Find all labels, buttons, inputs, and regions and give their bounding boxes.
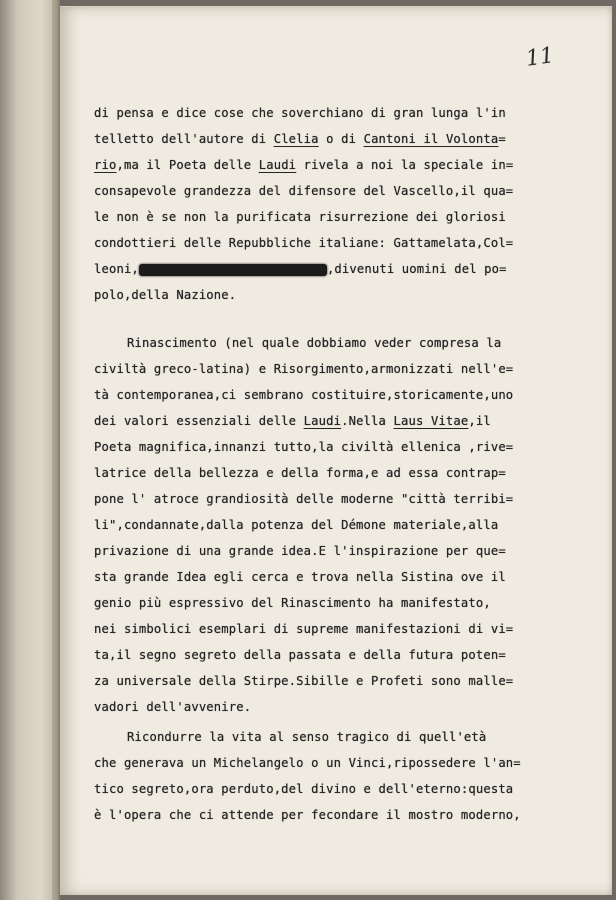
text-line [94,282,564,308]
text-line [94,230,564,256]
paragraph-gap [94,308,564,330]
text-span: pone l' atroce grandiosità delle moderne "città terribi= [94,492,514,506]
text-span: = [498,132,506,146]
text-span: ,ma il Poeta delle [116,158,259,172]
underlined-title: Clelia [273,132,319,146]
underlined-title: rio [94,158,117,172]
page-stack-edge [52,0,58,900]
text-line [94,694,564,720]
text-line [94,724,564,750]
text-span: rivela a noi la speciale in= [296,158,514,172]
text-line [94,100,564,126]
text-span: Poeta magnifica,innanzi tutto,la civiltà ellenica ,rive= [94,440,514,454]
text-line [94,616,564,642]
text-span: Rinascimento (nel quale dobbiamo veder compresa la [127,336,502,350]
text-span: privazione di una grande idea.E l'inspirazione per que= [94,544,506,558]
text-span: che generava un Michelangelo o un Vinci,ripossedere l'an= [94,756,521,770]
text-line [94,408,564,434]
text-span: di pensa e dice cose che soverchiano di gran lunga l'in [94,106,506,120]
text-line [94,126,564,152]
text-span: tà contemporanea,ci sembrano costituire,storicamente,uno [94,388,514,402]
book-spine [0,0,60,900]
text-line [94,382,564,408]
text-span: telletto dell'autore di [94,132,274,146]
text-line [94,642,564,668]
text-span: za universale della Stirpe.Sibille e Profeti sono malle= [94,674,514,688]
text-span: le non è se non la purificata risurrezione dei gloriosi [94,210,506,224]
text-line [94,460,564,486]
text-line [94,356,564,382]
text-span: è l'opera che ci attende per fecondare il mostro moderno, [94,808,521,822]
text-span: consapevole grandezza del difensore del Vascello,il qua= [94,184,514,198]
text-span: ,il [468,414,491,428]
text-span: tico segreto,ora perduto,del divino e dell'eterno:questa [94,782,514,796]
text-span: li",condannate,dalla potenza del Démone materiale,alla [94,518,499,532]
text-line [94,590,564,616]
text-line [94,564,564,590]
underlined-title: Laus Vitae [393,414,469,428]
text-span: ta,il segno segreto della passata e della futura poten= [94,648,506,662]
paragraph [94,724,564,828]
text-line [94,434,564,460]
text-line [94,486,564,512]
text-span: leoni, [94,262,139,276]
text-line [94,668,564,694]
text-span: Ricondurre la vita al senso tragico di quell'età [127,730,487,744]
text-line [94,152,564,178]
text-span: ,divenuti uomini del po= [326,262,507,276]
paragraph [94,100,564,308]
underlined-title: Laudi [303,414,342,428]
text-span: dei valori essenziali delle [94,414,304,428]
text-line [94,330,564,356]
text-span: latrice della bellezza e della forma,e ad essa contrap= [94,466,506,480]
text-line [94,750,564,776]
text-line [94,776,564,802]
text-span: vadori dell'avvenire. [94,700,252,714]
text-line [94,256,564,282]
underlined-title: Cantoni il Volonta [363,132,499,146]
text-span: civiltà greco-latina) e Risorgimento,armonizzati nell'e= [94,362,514,376]
text-span: genio più espressivo del Rinascimento ha manifestato, [94,596,491,610]
text-span: condottieri delle Repubbliche italiane: Gattamelata,Col= [94,236,514,250]
text-line [94,512,564,538]
text-span: polo,della Nazione. [94,288,237,302]
text-span: o di [318,132,364,146]
page-number: 11 [524,43,556,72]
text-line [94,178,564,204]
text-line [94,538,564,564]
paragraph [94,330,564,720]
redaction-mark [139,264,327,276]
text-span: nei simbolici esemplari di supreme manifestazioni di vi= [94,622,514,636]
underlined-title: Laudi [258,158,297,172]
text-line [94,802,564,828]
typed-text-body [94,100,564,828]
text-line [94,204,564,230]
text-span: sta grande Idea egli cerca e trova nella Sistina ove il [94,570,506,584]
text-span: .Nella [341,414,394,428]
